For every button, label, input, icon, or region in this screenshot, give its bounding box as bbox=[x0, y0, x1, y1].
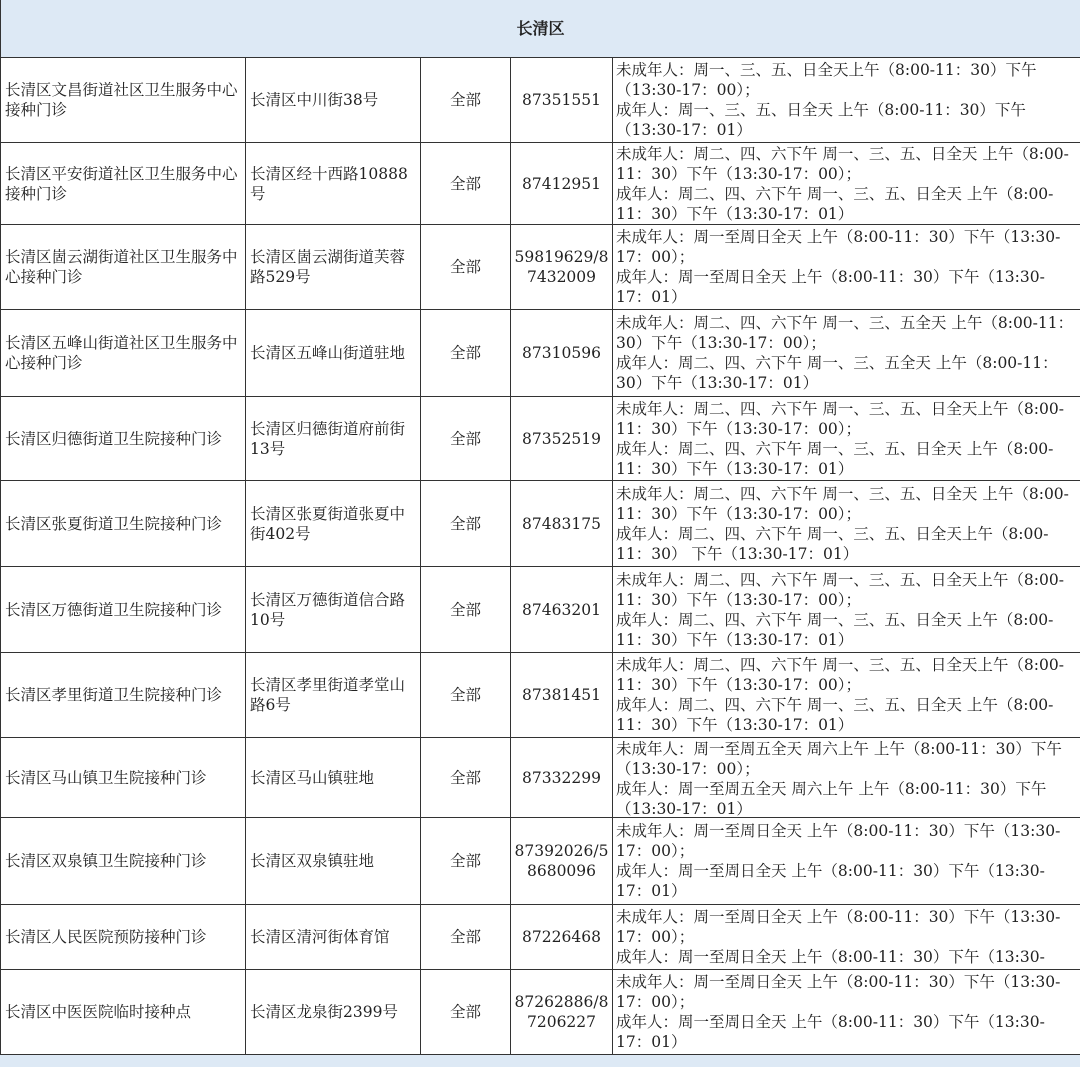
adult-schedule: 成年人：周一至周五全天 周六上午 上午（8:00-11：30）下午（13:30-17：01） bbox=[616, 779, 1077, 817]
adult-schedule: 成年人：周一至周日全天 上午（8:00-11：30）下午（13:30- bbox=[616, 947, 1077, 967]
adult-schedule: 成年人：周二、四、六下午 周一、三、五、日全天 上午（8:00-11：30）下午（13:30-17：01） bbox=[616, 184, 1077, 224]
minor-schedule: 未成年人：周一至周日全天 上午（8:00-11：30）下午（13:30-17：00）； bbox=[616, 972, 1077, 1012]
address-cell: 长清区崮云湖街道芙蓉路529号 bbox=[246, 225, 421, 310]
scope-cell: 全部 bbox=[421, 818, 511, 905]
minor-schedule: 未成年人：周二、四、六下午 周一、三、五、日全天上午（8:00-11：30）下午（13:30-17：00）； bbox=[616, 655, 1077, 695]
site-name-cell: 长清区文昌街道社区卫生服务中心接种门诊 bbox=[1, 58, 246, 143]
site-name-cell: 长清区马山镇卫生院接种门诊 bbox=[1, 738, 246, 818]
scope-cell: 全部 bbox=[421, 653, 511, 738]
table-row bbox=[1, 970, 1080, 1055]
phone-cell: 87310596 bbox=[511, 310, 613, 397]
schedule-cell bbox=[613, 738, 1080, 818]
minor-schedule: 未成年人：周二、四、六下午 周一、三、五、日全天 上午（8:00-11：30）下午（13:30-17：00）； bbox=[616, 144, 1077, 184]
phone-cell: 87381451 bbox=[511, 653, 613, 738]
scope-cell: 全部 bbox=[421, 905, 511, 970]
site-name-cell: 长清区崮云湖街道社区卫生服务中心接种门诊 bbox=[1, 225, 246, 310]
table-row bbox=[1, 225, 1080, 310]
scope-cell: 全部 bbox=[421, 225, 511, 310]
site-name-cell: 长清区人民医院预防接种门诊 bbox=[1, 905, 246, 970]
table-row bbox=[1, 310, 1080, 397]
district-header-row bbox=[1, 0, 1080, 58]
adult-schedule: 成年人：周一至周日全天 上午（8:00-11：30）下午（13:30-17：01） bbox=[616, 267, 1077, 307]
address-cell: 长清区经十西路10888号 bbox=[246, 143, 421, 225]
address-cell: 长清区龙泉街2399号 bbox=[246, 970, 421, 1055]
minor-schedule: 未成年人：周二、四、六下午 周一、三、五、日全天上午（8:00-11：30）下午（13:30-17：00）； bbox=[616, 399, 1077, 439]
table-row bbox=[1, 58, 1080, 143]
schedule-cell bbox=[613, 818, 1080, 905]
schedule-cell bbox=[613, 143, 1080, 225]
address-cell: 长清区马山镇驻地 bbox=[246, 738, 421, 818]
address-cell: 长清区五峰山街道驻地 bbox=[246, 310, 421, 397]
schedule-cell bbox=[613, 58, 1080, 143]
scope-cell: 全部 bbox=[421, 567, 511, 653]
table-row bbox=[1, 481, 1080, 567]
site-name-cell: 长清区中医医院临时接种点 bbox=[1, 970, 246, 1055]
address-cell: 长清区归德街道府前街13号 bbox=[246, 397, 421, 481]
table-row bbox=[1, 653, 1080, 738]
phone-cell: 87262886/87206227 bbox=[511, 970, 613, 1055]
phone-cell: 87392026/58680096 bbox=[511, 818, 613, 905]
table-row bbox=[1, 567, 1080, 653]
minor-schedule: 未成年人：周二、四、六下午 周一、三、五全天 上午（8:00-11：30）下午（13:30-17：00）； bbox=[616, 313, 1077, 353]
site-name-cell: 长清区归德街道卫生院接种门诊 bbox=[1, 397, 246, 481]
site-name-cell: 长清区五峰山街道社区卫生服务中心接种门诊 bbox=[1, 310, 246, 397]
address-cell: 长清区中川街38号 bbox=[246, 58, 421, 143]
phone-cell: 87483175 bbox=[511, 481, 613, 567]
address-cell: 长清区张夏街道张夏中街402号 bbox=[246, 481, 421, 567]
address-cell: 长清区清河街体育馆 bbox=[246, 905, 421, 970]
adult-schedule: 成年人：周二、四、六下午 周一、三、五、日全天 上午（8:00-11：30）下午（13:30-17：01） bbox=[616, 439, 1077, 479]
minor-schedule: 未成年人：周一至周日全天 上午（8:00-11：30）下午（13:30-17：00）； bbox=[616, 907, 1077, 947]
scope-cell: 全部 bbox=[421, 481, 511, 567]
scope-cell: 全部 bbox=[421, 310, 511, 397]
table-row bbox=[1, 143, 1080, 225]
scope-cell: 全部 bbox=[421, 738, 511, 818]
scope-cell: 全部 bbox=[421, 58, 511, 143]
scope-cell: 全部 bbox=[421, 143, 511, 225]
phone-cell: 87351551 bbox=[511, 58, 613, 143]
adult-schedule: 成年人：周二、四、六下午 周一、三、五、日全天上午（8:00-11：30） 下午（13:30-17：01） bbox=[616, 524, 1077, 564]
phone-cell: 59819629/87432009 bbox=[511, 225, 613, 310]
adult-schedule: 成年人：周二、四、六下午 周一、三、五、日全天 上午（8:00-11：30）下午（13:30-17：01） bbox=[616, 695, 1077, 735]
schedule-cell bbox=[613, 653, 1080, 738]
site-name-cell: 长清区双泉镇卫生院接种门诊 bbox=[1, 818, 246, 905]
address-cell: 长清区万德街道信合路10号 bbox=[246, 567, 421, 653]
site-name-cell: 长清区万德街道卫生院接种门诊 bbox=[1, 567, 246, 653]
table-row bbox=[1, 738, 1080, 818]
scope-cell: 全部 bbox=[421, 970, 511, 1055]
site-name-cell: 长清区孝里街道卫生院接种门诊 bbox=[1, 653, 246, 738]
adult-schedule: 成年人：周一至周日全天 上午（8:00-11：30）下午（13:30-17：01） bbox=[616, 1012, 1077, 1052]
district-title: 长清区 bbox=[1, 0, 1080, 58]
minor-schedule: 未成年人：周二、四、六下午 周一、三、五、日全天 上午（8:00-11：30）下午（13:30-17：00）； bbox=[616, 484, 1077, 524]
schedule-cell bbox=[613, 567, 1080, 653]
schedule-cell bbox=[613, 905, 1080, 970]
schedule-cell bbox=[613, 970, 1080, 1055]
schedule-cell bbox=[613, 397, 1080, 481]
table-row bbox=[1, 818, 1080, 905]
site-name-cell: 长清区张夏街道卫生院接种门诊 bbox=[1, 481, 246, 567]
phone-cell: 87352519 bbox=[511, 397, 613, 481]
adult-schedule: 成年人：周一、三、五、日全天 上午（8:00-11：30）下午（13:30-17：01） bbox=[616, 100, 1077, 140]
adult-schedule: 成年人：周二、四、六下午 周一、三、五全天 上午（8:00-11：30）下午（13:30-17：01） bbox=[616, 353, 1077, 393]
scope-cell: 全部 bbox=[421, 397, 511, 481]
phone-cell: 87412951 bbox=[511, 143, 613, 225]
table-footer-band bbox=[0, 1055, 1080, 1067]
adult-schedule: 成年人：周二、四、六下午 周一、三、五、日全天 上午（8:00-11：30）下午（13:30-17：01） bbox=[616, 610, 1077, 650]
minor-schedule: 未成年人：周一、三、五、日全天上午（8:00-11：30）下午（13:30-17：00）； bbox=[616, 60, 1077, 100]
address-cell: 长清区孝里街道孝堂山路6号 bbox=[246, 653, 421, 738]
schedule-cell bbox=[613, 225, 1080, 310]
phone-cell: 87332299 bbox=[511, 738, 613, 818]
schedule-cell bbox=[613, 481, 1080, 567]
phone-cell: 87226468 bbox=[511, 905, 613, 970]
site-name-cell: 长清区平安街道社区卫生服务中心接种门诊 bbox=[1, 143, 246, 225]
adult-schedule: 成年人：周一至周日全天 上午（8:00-11：30）下午（13:30-17：01） bbox=[616, 861, 1077, 901]
minor-schedule: 未成年人：周一至周日全天 上午（8:00-11：30）下午（13:30-17：00）； bbox=[616, 227, 1077, 267]
minor-schedule: 未成年人：周一至周五全天 周六上午 上午（8:00-11：30）下午（13:30-17：00）； bbox=[616, 739, 1077, 779]
address-cell: 长清区双泉镇驻地 bbox=[246, 818, 421, 905]
table-row bbox=[1, 397, 1080, 481]
phone-cell: 87463201 bbox=[511, 567, 613, 653]
schedule-cell bbox=[613, 310, 1080, 397]
minor-schedule: 未成年人：周一至周日全天 上午（8:00-11：30）下午（13:30-17：00）； bbox=[616, 821, 1077, 861]
table-row bbox=[1, 905, 1080, 970]
minor-schedule: 未成年人：周二、四、六下午 周一、三、五、日全天上午（8:00-11：30）下午（13:30-17：00）； bbox=[616, 570, 1077, 610]
